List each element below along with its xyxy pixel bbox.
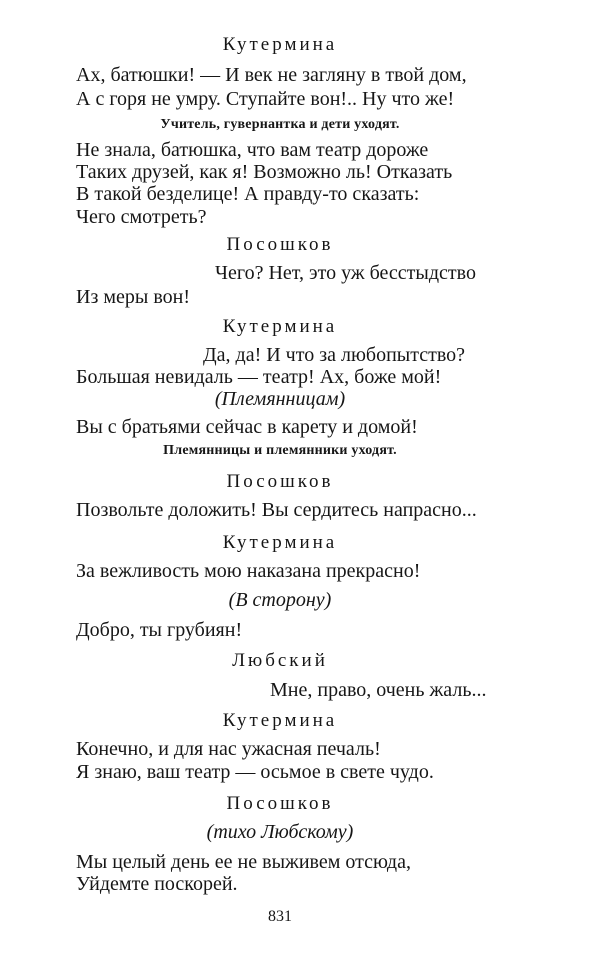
speaker-kutermina: Кутермина: [222, 532, 338, 553]
verse-line: Позвольте доложить! Вы сердитесь напрасно...: [76, 499, 477, 521]
stage-direction: Племянницы и племянники уходят.: [163, 443, 397, 458]
parenthetical: (Племянницам): [214, 388, 346, 410]
speaker-kutermina: Кутермина: [222, 316, 338, 337]
verse-line: Чего смотреть?: [76, 206, 207, 228]
verse-line-indented: Мне, право, очень жаль...: [270, 679, 487, 701]
verse-line: Ах, батюшки! — И век не загляну в твой дом,: [76, 64, 467, 86]
speaker-poshkov: Посошков: [226, 234, 334, 255]
speaker-kutermina: Кутермина: [222, 34, 338, 55]
verse-line: Уйдемте поскорей.: [76, 873, 238, 895]
verse-line: Большая невидаль — театр! Ах, боже мой!: [76, 366, 442, 388]
parenthetical: (В сторону): [228, 589, 332, 611]
parenthetical: (тихо Любскому): [206, 821, 354, 843]
speaker-kutermina: Кутермина: [222, 710, 338, 731]
verse-line: Таких друзей, как я! Возможно ль! Отказать: [76, 161, 453, 183]
verse-line: Мы целый день ее не выживем отсюда,: [76, 851, 411, 873]
verse-line: Добро, ты грубиян!: [76, 619, 243, 641]
verse-line: За вежливость мою наказана прекрасно!: [76, 560, 421, 582]
page-number: 831: [268, 908, 292, 925]
speaker-poshkov: Посошков: [226, 471, 334, 492]
verse-line: Из меры вон!: [76, 286, 190, 308]
speaker-poshkov: Посошков: [226, 793, 334, 814]
speaker-lyubsky: Любский: [232, 650, 328, 671]
verse-line: Не знала, батюшка, что вам театр дороже: [76, 139, 429, 161]
verse-line-indented: Чего? Нет, это уж бесстыдство: [215, 262, 476, 284]
verse-line: А с горя не умру. Ступайте вон!.. Ну что же!: [76, 88, 455, 110]
verse-line: Вы с братьями сейчас в карету и домой!: [76, 416, 418, 438]
verse-line: В такой безделице! А правду-то сказать:: [76, 183, 420, 205]
verse-line: Конечно, и для нас ужасная печаль!: [76, 738, 381, 760]
stage-direction: Учитель, гувернантка и дети уходят.: [160, 117, 400, 132]
verse-line: Я знаю, ваш театр — осьмое в свете чудо.: [76, 761, 434, 783]
verse-line-indented: Да, да! И что за любопытство?: [203, 344, 466, 366]
